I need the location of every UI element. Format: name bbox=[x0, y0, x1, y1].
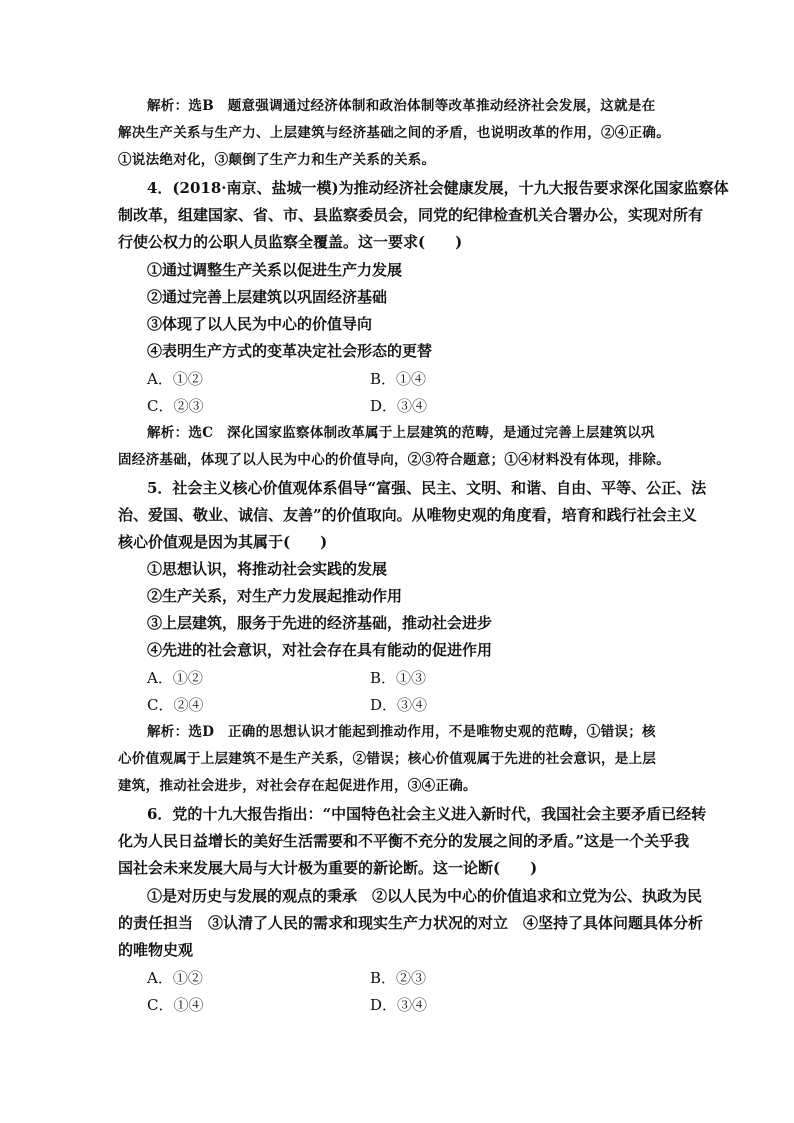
question-6-stem-line-2: 化为人民日益增长的美好生活需要和不平衡不充分的发展之间的矛盾。”这是一个关乎我 bbox=[118, 832, 690, 850]
question-4-option-4: ④表明生产方式的变革决定社会形态的更替 bbox=[147, 342, 433, 360]
question-5-choice-d: D．③④ bbox=[370, 696, 428, 714]
question-5-choice-b: B．①③ bbox=[370, 669, 427, 687]
question-4-analysis-line-1: 解析：选C 深化国家监察体制改革属于上层建筑的范畴，是通过完善上层建筑以巩 bbox=[147, 425, 655, 441]
question-4-option-3: ③体现了以人民为中心的价值导向 bbox=[147, 315, 373, 333]
question-4-option-1: ①通过调整生产关系以促进生产力发展 bbox=[147, 261, 403, 279]
question-5-analysis-line-1: 解析：选D 正确的思想认识才能起到推动作用，不是唯物史观的范畴，①错误；核 bbox=[147, 724, 656, 740]
question-5-option-3: ③上层建筑，服务于先进的经济基础，推动社会进步 bbox=[147, 614, 493, 632]
question-6-choice-c: C．①④ bbox=[147, 996, 204, 1014]
question-5-analysis-line-3: 建筑，推动社会进步，对社会存在起促进作用，③④正确。 bbox=[118, 778, 477, 794]
question-4-choice-a: A．①② bbox=[147, 370, 203, 388]
question-5-stem-line-1: 5．社会主义核心价值观体系倡导“富强、民主、文明、和谐、自由、平等、公正、法 bbox=[147, 479, 707, 497]
analysis-3-line-2: 解决生产关系与生产力、上层建筑与经济基础之间的矛盾，也说明改革的作用，②④正确。 bbox=[118, 125, 670, 141]
question-4-stem-line-1: 4．(2018·南京、盐城一模)为推动经济社会健康发展，十九大报告要求深化国家监察体 bbox=[147, 179, 729, 197]
question-5-stem-line-2: 治、爱国、敬业、诚信、友善”的价值取向。从唯物史观的角度看，培育和践行社会主义 bbox=[118, 506, 697, 524]
question-6-option-line-3: 的唯物史观 bbox=[118, 941, 194, 959]
question-5-choice-c: C．②④ bbox=[147, 696, 204, 714]
question-6-option-line-2: 的责任担当 ③认清了人民的需求和现实生产力状况的对立 ④坚持了具体问题具体分析 bbox=[118, 914, 704, 932]
question-5-option-1: ①思想认识，将推动社会实践的发展 bbox=[147, 560, 388, 578]
question-4-stem-line-3: 行使公权力的公职人员监察全覆盖。这一要求( ) bbox=[118, 233, 463, 251]
question-6-choice-a: A．①② bbox=[147, 969, 203, 987]
question-6-stem-line-1: 6．党的十九大报告指出：“中国特色社会主义进入新时代，我国社会主要矛盾已经转 bbox=[147, 805, 707, 823]
question-5-option-2: ②生产关系，对生产力发展起推动作用 bbox=[147, 587, 403, 605]
analysis-3-line-1: 解析：选B 题意强调通过经济体制和政治体制等改革推动经济社会发展，这就是在 bbox=[147, 98, 656, 114]
question-6-choice-b: B．②③ bbox=[370, 969, 427, 987]
question-4-option-2: ②通过完善上层建筑以巩固经济基础 bbox=[147, 288, 388, 306]
question-4-choice-d: D．③④ bbox=[370, 397, 428, 415]
question-5-choice-a: A．①② bbox=[147, 669, 203, 687]
analysis-3-line-3: ①说法绝对化，③颠倒了生产力和生产关系的关系。 bbox=[118, 152, 436, 168]
question-6-stem-line-3: 国社会未来发展大局与大计极为重要的新论断。这一论断( ) bbox=[118, 859, 538, 877]
question-5-stem-line-3: 核心价值观是因为其属于( ) bbox=[118, 533, 328, 551]
question-4-stem-line-2: 制改革，组建国家、省、市、县监察委员会，同党的纪律检查机关合署办公，实现对所有 bbox=[118, 206, 704, 224]
question-6-option-line-1: ①是对历史与发展的观点的秉承 ②以人民为中心的价值追求和立党为公、执政为民 bbox=[147, 887, 703, 905]
question-4-analysis-line-2: 固经济基础，体现了以人民为中心的价值导向，②③符合题意；①④材料没有体现，排除。 bbox=[118, 452, 670, 468]
question-4-choice-c: C．②③ bbox=[147, 397, 204, 415]
question-6-choice-d: D．③④ bbox=[370, 996, 428, 1014]
question-4-choice-b: B．①④ bbox=[370, 370, 427, 388]
question-5-analysis-line-2: 心价值观属于上层建筑不是生产关系，②错误；核心价值观属于先进的社会意识，是上层 bbox=[118, 751, 657, 767]
question-5-option-4: ④先进的社会意识，对社会存在具有能动的促进作用 bbox=[147, 641, 493, 659]
